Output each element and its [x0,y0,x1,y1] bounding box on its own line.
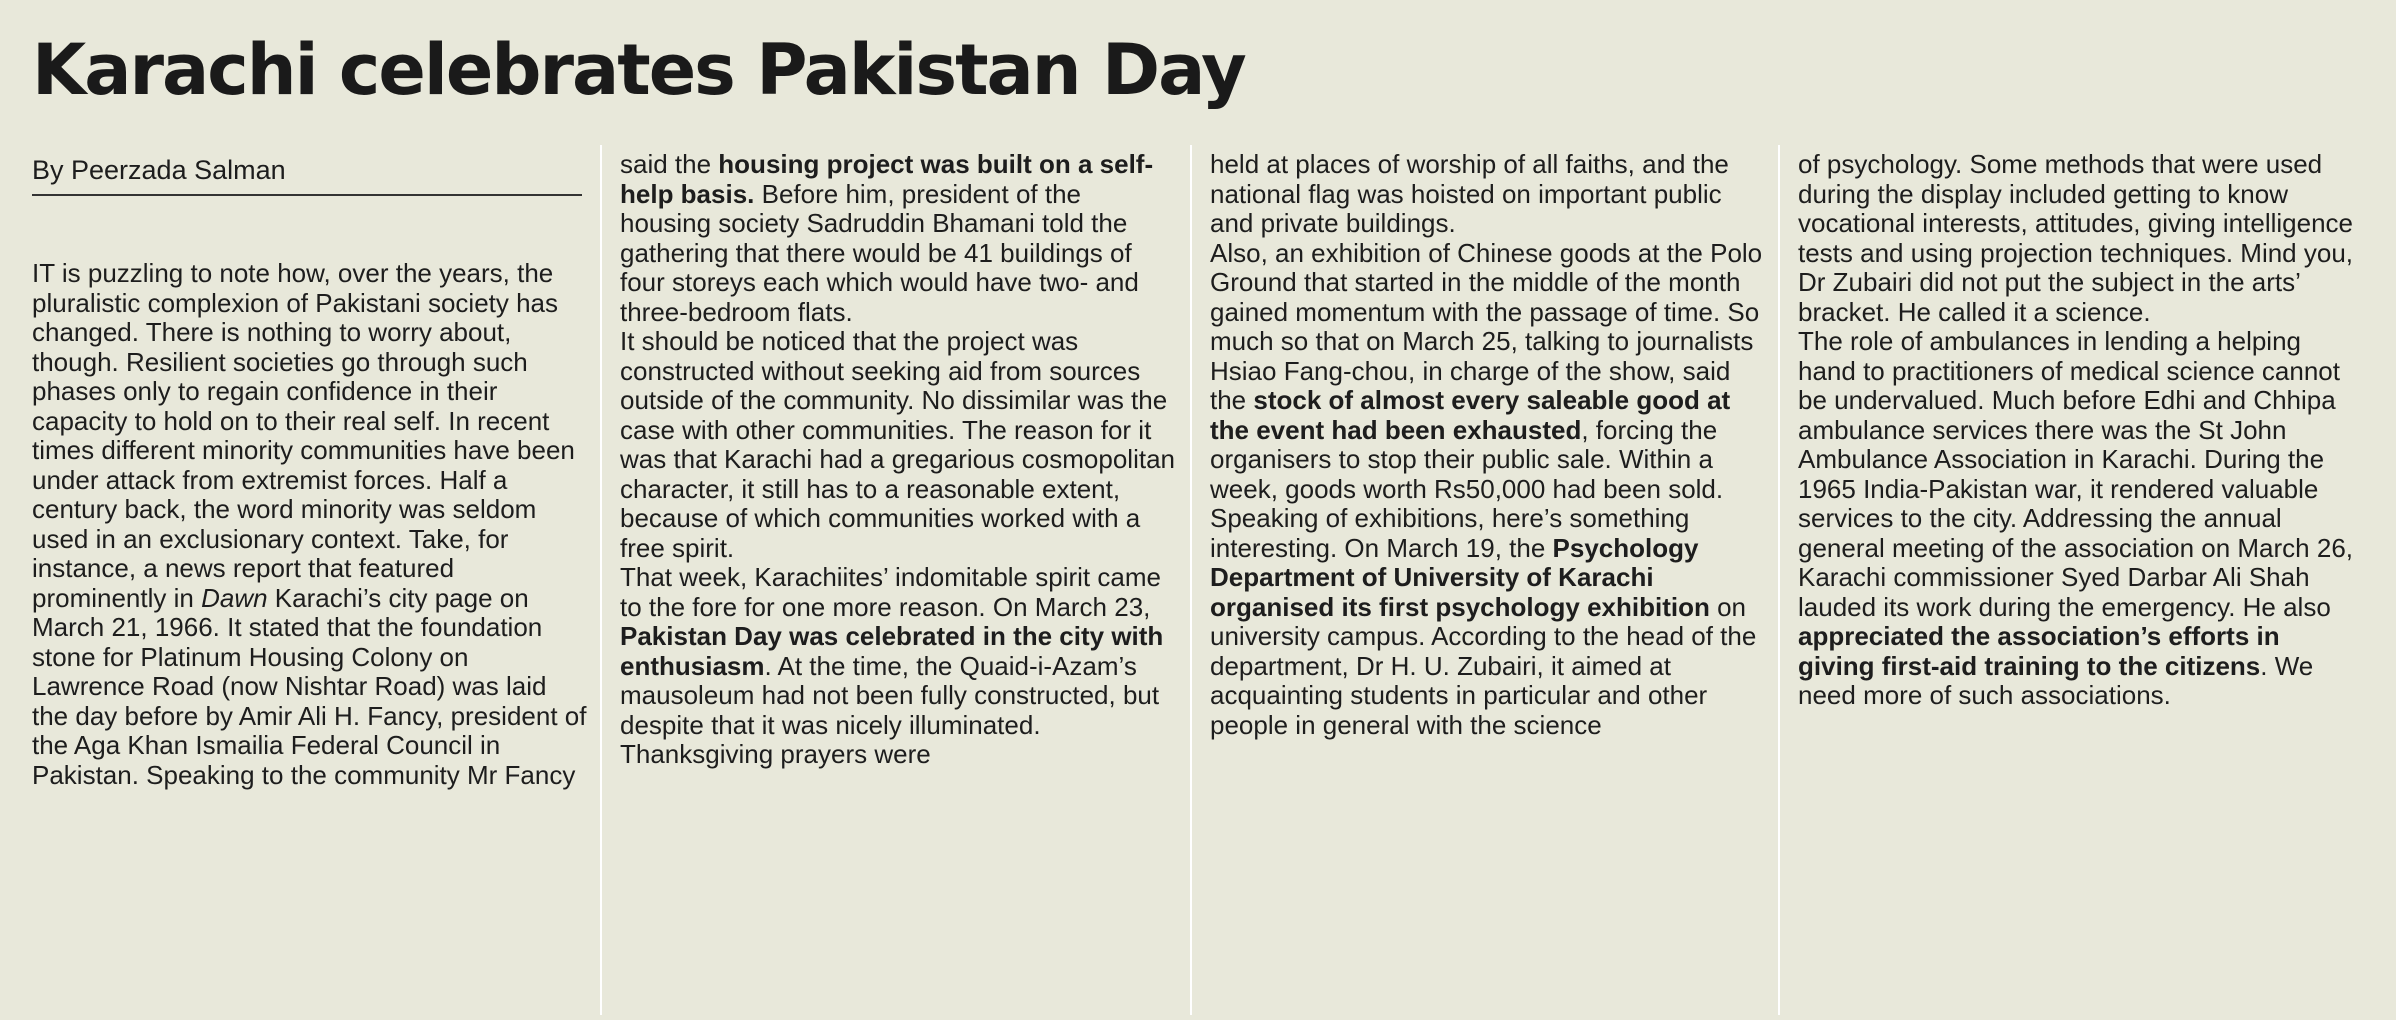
article-paragraph [32,259,587,790]
paragraph-text: said the [620,149,719,179]
paragraph-text: , forcing the organisers to stop their public sale. Within a week, goods worth Rs50,000 had been sold. [1210,414,1724,504]
paragraph-text: on university campus. According to the head of the department, Dr H. U. Zubairi, it aimed at acquainting students in particular and other people in general with the science [1210,591,1757,740]
article-paragraph [1798,150,2353,327]
paragraph-text: Before him, president of the housing society Sadruddin Bhamani told the gathering that there would be 41 buildings of four storeys each which would have two- and three-bedroom flats. [620,178,1139,327]
article-paragraph [1210,150,1765,239]
article-paragraph [1210,504,1765,740]
headline: Karachi celebrates Pakistan Day [32,29,1245,111]
article-column-2 [620,150,1175,770]
paragraph-text: The role of ambulances in lending a helping hand to practitioners of medical science cannot be undervalued. Much before Edhi and Chhipa ambulance services there was the St John Ambulance Association in Karachi. During the 1965 India-Pakistan war, it rendered valuable services to the city. Addressing the annual general meeting of the association on March 26, Karachi commissioner Syed Darbar Ali Shah lauded its work during the emergency. He also [1798,326,2354,622]
bold-highlight: stock of almost every saleable good at the event had been exhausted [1210,385,1731,445]
article-paragraph [620,150,1175,327]
paragraph-text: . We need more of such associations. [1798,650,2314,710]
article-paragraph [620,563,1175,770]
article-paragraph [620,327,1175,563]
column-divider [600,145,602,1015]
paragraph-text: held at places of worship of all faiths, and the national flag was hoisted on important public and private buildings. [1210,149,1729,238]
bold-highlight: housing project was built on a self-help basis. [620,149,1154,209]
paragraph-text: It should be noticed that the project was constructed without seeking aid from sources outside of the community. No dissimilar was the case with other communities. The reason for it was that Karachi had a gregarious cosmopolitan character, it still has to a reasonable extent, because of which communities worked with a free spirit. [620,326,1175,563]
article-column-1 [32,259,587,790]
paragraph-text: That week, Karachiites’ indomitable spirit came to the fore for one more reason. On March 23, [620,562,1161,622]
article-paragraph [1210,239,1765,505]
italic-text: Dawn [201,582,268,613]
column-divider [1190,145,1192,1015]
byline: By Peerzada Salman [32,150,582,196]
bold-highlight: Psychology Department of University of Karachi organised its first psychology exhibition [1210,532,1710,622]
paragraph-text: Karachi’s city page on March 21, 1966. It stated that the foundation stone for Platinum Housing Colony on Lawrence Road (now Nishtar Road) was laid the day before by Amir Ali H. Fancy, president of the Aga Khan Ismailia Federal Council in Pakistan. Speaking to the community Mr Fancy [32,582,587,790]
paragraph-text: IT is puzzling to note how, over the years, the pluralistic complexion of Pakistani society has changed. There is nothing to worry about, though. Resilient societies go through such phases only to regain confidence in their capacity to hold on to their real self. In recent times different minority communities have been under attack from extremist forces. Half a century back, the word minority was seldom used in an exclusionary context. Take, for instance, a news report that featured prominently in [32,258,575,613]
paragraph-text: Speaking of exhibitions, here’s something interesting. On March 19, the [1210,503,1690,563]
bold-highlight: Pakistan Day was celebrated in the city with enthusiasm [620,621,1164,681]
article-paragraph [1798,327,2353,711]
paragraph-text: Also, an exhibition of Chinese goods at the Polo Ground that started in the middle of the month gained momentum with the passage of time. So much so that on March 25, talking to journalists Hsiao Fang-chou, in charge of the show, said the [1210,237,1763,415]
bold-highlight: appreciated the association’s efforts in giving first-aid training to the citizens [1798,621,2280,681]
article-column-3 [1210,150,1765,740]
paragraph-text: of psychology. Some methods that were used during the display included getting to know vocational interests, attitudes, giving intelligence tests and using projection techniques. Mind you, Dr Zubairi did not put the subject in the arts’ bracket. He called it a science. [1798,149,2354,327]
paragraph-text: . At the time, the Quaid-i-Azam’s mausoleum had not been fully constructed, but despite that it was nicely illuminated. Thanksgiving prayers were [620,650,1160,769]
column-divider [1778,145,1780,1015]
article-column-4 [1798,150,2353,711]
